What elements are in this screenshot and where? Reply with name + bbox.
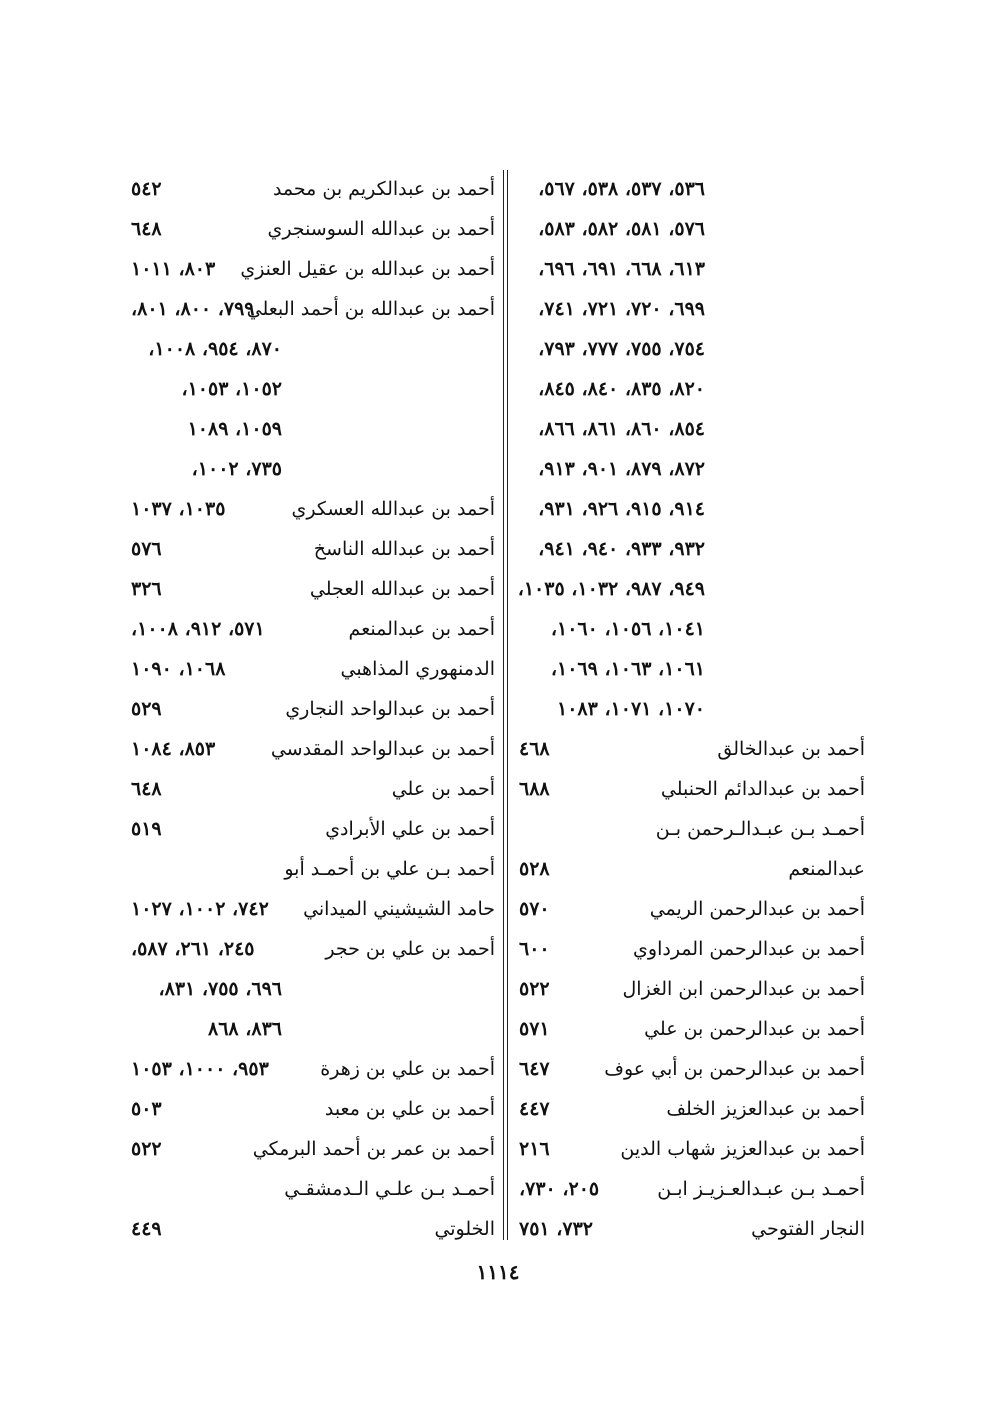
entry-pages: ٥٣٦، ٥٣٧، ٥٣٨، ٥٦٧،: [538, 178, 705, 200]
index-entry: [513, 290, 865, 330]
entry-pages: ٥٠٣: [131, 1098, 162, 1120]
entry-pages: ٧٣٢، ٧٥١: [519, 1218, 593, 1240]
entry-pages: ١٠٧٠، ١٠٧١، ١٠٨٣: [557, 698, 705, 720]
index-entry: [125, 1130, 495, 1170]
entry-name: أحمد بن عبدالله الناسخ: [313, 538, 495, 560]
entry-pages: ٨٥٣، ١٠٨٤: [131, 738, 216, 760]
index-entry: [513, 170, 865, 210]
index-entry: [125, 650, 495, 690]
index-entry: [513, 810, 865, 850]
index-entry: [513, 210, 865, 250]
entry-pages: ٥٧٦، ٥٨١، ٥٨٢، ٥٨٣،: [538, 218, 705, 240]
entry-pages: ٦٨٨: [519, 778, 550, 800]
entry-pages: ٦٤٨: [131, 218, 162, 240]
column-divider: [507, 170, 508, 1240]
left-column: [125, 170, 495, 1250]
index-entry: [125, 690, 495, 730]
index-entry: [125, 890, 495, 930]
entry-name: أحمـد بـن عبـدالعـزيـز ابـن: [657, 1178, 865, 1200]
entry-name: الخلوتي: [434, 1218, 495, 1240]
entry-pages: ١٠٥٢، ١٠٥٣،: [181, 378, 282, 400]
index-entry: [513, 530, 865, 570]
index-entry: [513, 970, 865, 1010]
entry-name: حامد الشيشيني الميداني: [303, 898, 495, 920]
entry-pages: ٩٥٣، ١٠٠٠، ١٠٥٣: [131, 1058, 269, 1080]
index-entry: [513, 730, 865, 770]
index-entry: [513, 250, 865, 290]
entry-pages: ٦٩٩، ٧٢٠، ٧٢١، ٧٤١،: [538, 298, 705, 320]
entry-name: أحمد بن عبدالعزيز الخلف: [666, 1098, 865, 1120]
index-entry: [513, 1170, 865, 1210]
entry-pages: ٥٢٩: [131, 698, 162, 720]
index-entry: [125, 770, 495, 810]
entry-name: أحمد بن عبدالكريم بن محمد: [272, 178, 495, 200]
index-entry: [125, 970, 495, 1010]
entry-name: أحمد بن علي الأبرادي: [325, 818, 495, 840]
entry-pages: ٧٣٥، ١٠٠٢،: [191, 458, 282, 480]
entry-name: أحمد بن عبدالله بن أحمد البعلي: [246, 298, 495, 320]
entry-pages: ١٠٣٥، ١٠٣٧: [131, 498, 226, 520]
entry-pages: ٧٤٢، ١٠٠٢، ١٠٢٧: [131, 898, 269, 920]
index-entry: [125, 1010, 495, 1050]
index-entry: [513, 610, 865, 650]
index-entry: [125, 730, 495, 770]
index-entry: [125, 1050, 495, 1090]
entry-name: أحمد بن علي بن حجر: [325, 938, 495, 960]
entry-name: أحمد بن عبدالله بن عقيل العنزي: [240, 258, 495, 280]
entry-name: أحمد بن عبدالرحمن الريمي: [649, 898, 865, 920]
entry-pages: ٨٣٦، ٨٦٨: [208, 1018, 282, 1040]
entry-pages: ٨٥٤، ٨٦٠، ٨٦١، ٨٦٦،: [538, 418, 705, 440]
entry-pages: ٤٤٧: [519, 1098, 550, 1120]
index-entry: [125, 850, 495, 890]
index-entry: [513, 1210, 865, 1250]
index-entry: [125, 210, 495, 250]
index-entry: [125, 410, 495, 450]
index-entry: [125, 1090, 495, 1130]
entry-name: عبدالمنعم: [788, 858, 865, 880]
index-entry: [125, 330, 495, 370]
entry-name: أحمد بن علي: [391, 778, 495, 800]
entry-name: أحمد بن عبدالدائم الحنبلي: [660, 778, 865, 800]
entry-pages: ٨٠٣، ١٠١١: [131, 258, 216, 280]
index-entry: [125, 250, 495, 290]
entry-name: أحمد بن علي بن زهرة: [320, 1058, 495, 1080]
entry-name: أحمـد بـن علـي الـدمشقـي: [284, 1178, 495, 1200]
index-entry: [125, 170, 495, 210]
index-entry: [513, 570, 865, 610]
entry-pages: ٤٦٨: [519, 738, 550, 760]
entry-pages: ١٠٦٨، ١٠٩٠: [131, 658, 226, 680]
right-column: [513, 170, 865, 1250]
index-entry: [125, 1210, 495, 1250]
entry-pages: ٥٧١، ٩١٢، ١٠٠٨،: [131, 618, 265, 640]
index-entry: [513, 850, 865, 890]
index-entry: [125, 530, 495, 570]
entry-name: أحمد بن عبدالخالق: [717, 738, 865, 760]
column-divider: [503, 170, 504, 1240]
index-entry: [513, 450, 865, 490]
entry-pages: ٥١٩: [131, 818, 162, 840]
entry-pages: ٢١٦: [519, 1138, 550, 1160]
entry-pages: ٦١٣، ٦٦٨، ٦٩١، ٦٩٦،: [538, 258, 705, 280]
index-entry: [513, 770, 865, 810]
index-entry: [513, 1010, 865, 1050]
index-entry: [125, 450, 495, 490]
entry-pages: ٦٩٦، ٧٥٥، ٨٣١،: [158, 978, 282, 1000]
entry-pages: ٥٧١: [519, 1018, 550, 1040]
entry-pages: ٣٢٦: [131, 578, 162, 600]
entry-pages: ٨٢٠، ٨٣٥، ٨٤٠، ٨٤٥،: [538, 378, 705, 400]
entry-name: أحمد بن عبدالعزيز شهاب الدين: [620, 1138, 865, 1160]
index-entry: [513, 930, 865, 970]
entry-name: أحمـد بـن عبـدالـرحمن بـن: [655, 818, 865, 840]
index-entry: [513, 490, 865, 530]
entry-pages: ١٠٥٩، ١٠٨٩: [187, 418, 282, 440]
entry-name: أحمد بـن علي بن أحمـد أبو: [284, 858, 495, 880]
entry-name: أحمد بن عبدالله السوسنجري: [267, 218, 495, 240]
entry-name: أحمد بن عبدالرحمن المرداوي: [633, 938, 865, 960]
index-entry: [125, 610, 495, 650]
entry-pages: ٢٤٥، ٢٦١، ٥٨٧،: [131, 938, 255, 960]
index-entry: [125, 370, 495, 410]
entry-pages: ٥٢٨: [519, 858, 550, 880]
entry-name: أحمد بن عبدالله العجلي: [309, 578, 495, 600]
entry-pages: ٤٤٩: [131, 1218, 162, 1240]
index-entry: [513, 690, 865, 730]
index-entry: [513, 1050, 865, 1090]
index-entry: [513, 1090, 865, 1130]
entry-pages: ٨٧٠، ٩٥٤، ١٠٠٨،: [148, 338, 282, 360]
entry-pages: ٥٢٢: [131, 1138, 162, 1160]
index-entry: [513, 370, 865, 410]
entry-pages: ٧٥٤، ٧٥٥، ٧٧٧، ٧٩٣،: [538, 338, 705, 360]
entry-pages: ٦٤٨: [131, 778, 162, 800]
entry-name: الدمنهوري المذاهبي: [340, 658, 495, 680]
entry-pages: ٥٢٢: [519, 978, 550, 1000]
entry-pages: ٩٣٢، ٩٣٣، ٩٤٠، ٩٤١،: [538, 538, 705, 560]
entry-pages: ٧٩٩، ٨٠٠، ٨٠١،: [131, 298, 255, 320]
entry-pages: ٥٧٦: [131, 538, 162, 560]
entry-pages: ٢٠٥، ٧٣٠،: [519, 1178, 600, 1200]
entry-pages: ٩١٤، ٩١٥، ٩٢٦، ٩٣١،: [538, 498, 705, 520]
index-entry: [125, 1170, 495, 1210]
entry-pages: ١٠٤١، ١٠٥٦، ١٠٦٠،: [550, 618, 705, 640]
index-entry: [513, 650, 865, 690]
index-entry: [125, 570, 495, 610]
index-entry: [125, 290, 495, 330]
entry-name: النجار الفتوحي: [751, 1218, 865, 1240]
entry-name: أحمد بن عبدالواحد المقدسي: [270, 738, 495, 760]
entry-name: أحمد بن علي بن معبد: [324, 1098, 495, 1120]
index-entry: [513, 410, 865, 450]
entry-name: أحمد بن عبدالرحمن بن أبي عوف: [604, 1058, 865, 1080]
index-entry: [125, 490, 495, 530]
entry-name: أحمد بن عبدالرحمن ابن الغزال: [622, 978, 865, 1000]
entry-name: أحمد بن عمر بن أحمد البرمكي: [252, 1138, 495, 1160]
entry-pages: ٥٧٠: [519, 898, 550, 920]
entry-pages: ٦٠٠: [519, 938, 550, 960]
index-entry: [513, 1130, 865, 1170]
entry-pages: ٩٤٩، ٩٨٧، ١٠٣٢، ١٠٣٥،: [517, 578, 705, 600]
page-number: ١١١٤: [476, 1260, 520, 1284]
index-entry: [513, 890, 865, 930]
entry-pages: ٥٤٢: [131, 178, 162, 200]
index-entry: [513, 330, 865, 370]
index-entry: [125, 810, 495, 850]
entry-pages: ٦٤٧: [519, 1058, 550, 1080]
entry-name: أحمد بن عبدالمنعم: [348, 618, 495, 640]
entry-name: أحمد بن عبدالرحمن بن علي: [644, 1018, 865, 1040]
index-entry: [125, 930, 495, 970]
entry-name: أحمد بن عبدالله العسكري: [291, 498, 495, 520]
entry-pages: ٨٧٢، ٨٧٩، ٩٠١، ٩١٣،: [538, 458, 705, 480]
entry-pages: ١٠٦١، ١٠٦٣، ١٠٦٩،: [550, 658, 705, 680]
entry-name: أحمد بن عبدالواحد النجاري: [285, 698, 495, 720]
